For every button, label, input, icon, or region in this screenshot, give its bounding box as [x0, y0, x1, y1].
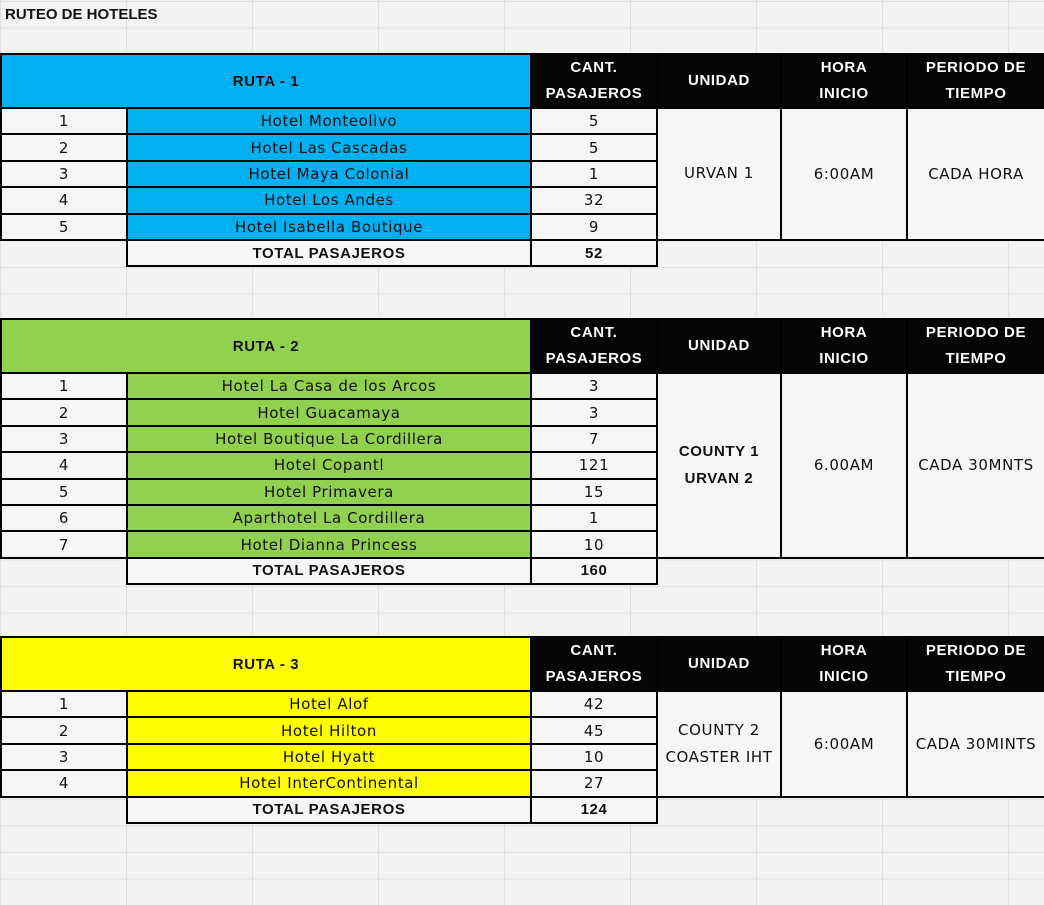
unidad-header: [657, 54, 781, 108]
passenger-count: 3: [531, 399, 657, 425]
route-table: [0, 53, 1044, 267]
passenger-count: 3: [531, 373, 657, 399]
passenger-count: 32: [531, 187, 657, 213]
route-table: [0, 318, 1044, 585]
hotel-number: 1: [1, 373, 127, 399]
unit-name: COUNTY 2: [678, 720, 760, 739]
hotel-name: Hotel Primavera: [127, 479, 531, 505]
passenger-count: 15: [531, 479, 657, 505]
start-time: 6.00AM: [781, 373, 907, 558]
cant-header-label: PASAJEROS: [545, 85, 643, 102]
time-period: CADA 30MNTS: [907, 373, 1044, 558]
hora-header-label: HORA: [820, 59, 868, 76]
total-spacer: [657, 797, 781, 823]
hora-header: [781, 637, 907, 691]
passenger-count: 10: [531, 744, 657, 770]
hotel-number: 7: [1, 531, 127, 557]
route-title: RUTA - 1: [1, 54, 531, 108]
unidad-header-label: UNIDAD: [688, 655, 750, 672]
hotel-name: Hotel Monteolivo: [127, 108, 531, 134]
hotel-number: 1: [1, 108, 127, 134]
total-row: [1, 240, 1044, 266]
passenger-count: 5: [531, 108, 657, 134]
hotel-number: 3: [1, 426, 127, 452]
unit-name: COASTER IHT: [665, 747, 773, 766]
hotel-number: 5: [1, 479, 127, 505]
unidad-header-label: UNIDAD: [688, 337, 750, 354]
periodo-header: [907, 637, 1044, 691]
total-label: TOTAL PASAJEROS: [127, 558, 531, 584]
hotel-name: Hotel Copantl: [127, 452, 531, 478]
hotel-name: Aparthotel La Cordillera: [127, 505, 531, 531]
hotel-number: 5: [1, 214, 127, 240]
hotel-name: Hotel Isabella Boutique: [127, 214, 531, 240]
total-value: 160: [531, 558, 657, 584]
periodo-header-label: TIEMPO: [945, 85, 1007, 102]
hotel-number: 2: [1, 134, 127, 160]
total-row: [1, 558, 1044, 584]
unit-cell: [657, 373, 781, 558]
total-spacer: [781, 240, 907, 266]
total-spacer: [907, 240, 1044, 266]
hotel-name: Hotel Los Andes: [127, 187, 531, 213]
cant-header-label: PASAJEROS: [545, 668, 643, 685]
hotel-number: 2: [1, 717, 127, 743]
hotel-name: Hotel Maya Colonial: [127, 161, 531, 187]
hotel-name: Hotel Alof: [127, 691, 531, 717]
unidad-header-label: UNIDAD: [688, 72, 750, 89]
periodo-header: [907, 319, 1044, 373]
hora-header-label: INICIO: [819, 350, 869, 367]
passenger-count: 10: [531, 531, 657, 557]
periodo-header-label: PERIODO DE: [925, 642, 1027, 659]
total-spacer: [907, 558, 1044, 584]
periodo-header-label: TIEMPO: [945, 350, 1007, 367]
total-spacer: [1, 240, 127, 266]
hotel-number: 3: [1, 161, 127, 187]
passenger-count: 1: [531, 161, 657, 187]
hora-header: [781, 54, 907, 108]
total-spacer: [781, 797, 907, 823]
route-title: RUTA - 2: [1, 319, 531, 373]
periodo-header-label: PERIODO DE: [925, 324, 1027, 341]
periodo-header-label: PERIODO DE: [925, 59, 1027, 76]
hora-header-label: INICIO: [819, 668, 869, 685]
cant-header: [531, 319, 657, 373]
passenger-count: 9: [531, 214, 657, 240]
hotel-name: Hotel Boutique La Cordillera: [127, 426, 531, 452]
route-table: [0, 636, 1044, 824]
cant-header-label: CANT.: [570, 59, 618, 76]
total-value: 52: [531, 240, 657, 266]
total-spacer: [1, 558, 127, 584]
cant-header: [531, 637, 657, 691]
hora-header-label: INICIO: [819, 85, 869, 102]
hora-header-label: HORA: [820, 642, 868, 659]
cant-header-label: CANT.: [570, 324, 618, 341]
unit-cell: [657, 108, 781, 240]
time-period: CADA HORA: [907, 108, 1044, 240]
route-title: RUTA - 3: [1, 637, 531, 691]
hora-header-label: HORA: [820, 324, 868, 341]
total-spacer: [657, 558, 781, 584]
passenger-count: 1: [531, 505, 657, 531]
hotel-row: [1, 108, 1044, 134]
passenger-count: 7: [531, 426, 657, 452]
hora-header: [781, 319, 907, 373]
unit-name: COUNTY 1: [678, 443, 760, 461]
total-label: TOTAL PASAJEROS: [127, 240, 531, 266]
hotel-number: 4: [1, 187, 127, 213]
passenger-count: 45: [531, 717, 657, 743]
hotel-name: Hotel Hilton: [127, 717, 531, 743]
hotel-number: 6: [1, 505, 127, 531]
hotel-name: Hotel Hyatt: [127, 744, 531, 770]
hotel-name: Hotel InterContinental: [127, 770, 531, 796]
periodo-header: [907, 54, 1044, 108]
hotel-number: 4: [1, 452, 127, 478]
passenger-count: 5: [531, 134, 657, 160]
unit-name: URVAN 2: [684, 470, 754, 488]
passenger-count: 121: [531, 452, 657, 478]
total-label: TOTAL PASAJEROS: [127, 797, 531, 823]
cant-header: [531, 54, 657, 108]
total-spacer: [657, 240, 781, 266]
cant-header-label: CANT.: [570, 642, 618, 659]
total-value: 124: [531, 797, 657, 823]
hotel-name: Hotel La Casa de los Arcos: [127, 373, 531, 399]
total-spacer: [1, 797, 127, 823]
page-title: RUTEO DE HOTELES: [5, 6, 158, 23]
total-spacer: [907, 797, 1044, 823]
passenger-count: 42: [531, 691, 657, 717]
hotel-name: Hotel Guacamaya: [127, 399, 531, 425]
unidad-header: [657, 637, 781, 691]
total-spacer: [781, 558, 907, 584]
start-time: 6:00AM: [781, 108, 907, 240]
hotel-number: 2: [1, 399, 127, 425]
periodo-header-label: TIEMPO: [945, 668, 1007, 685]
unidad-header: [657, 319, 781, 373]
hotel-number: 3: [1, 744, 127, 770]
hotel-number: 4: [1, 770, 127, 796]
unit-name: URVAN 1: [684, 164, 754, 183]
cant-header-label: PASAJEROS: [545, 350, 643, 367]
time-period: CADA 30MINTS: [907, 691, 1044, 797]
total-row: [1, 797, 1044, 823]
hotel-row: [1, 691, 1044, 717]
passenger-count: 27: [531, 770, 657, 796]
hotel-number: 1: [1, 691, 127, 717]
hotel-name: Hotel Las Cascadas: [127, 134, 531, 160]
start-time: 6:00AM: [781, 691, 907, 797]
hotel-row: [1, 373, 1044, 399]
unit-cell: [657, 691, 781, 797]
hotel-name: Hotel Dianna Princess: [127, 531, 531, 557]
